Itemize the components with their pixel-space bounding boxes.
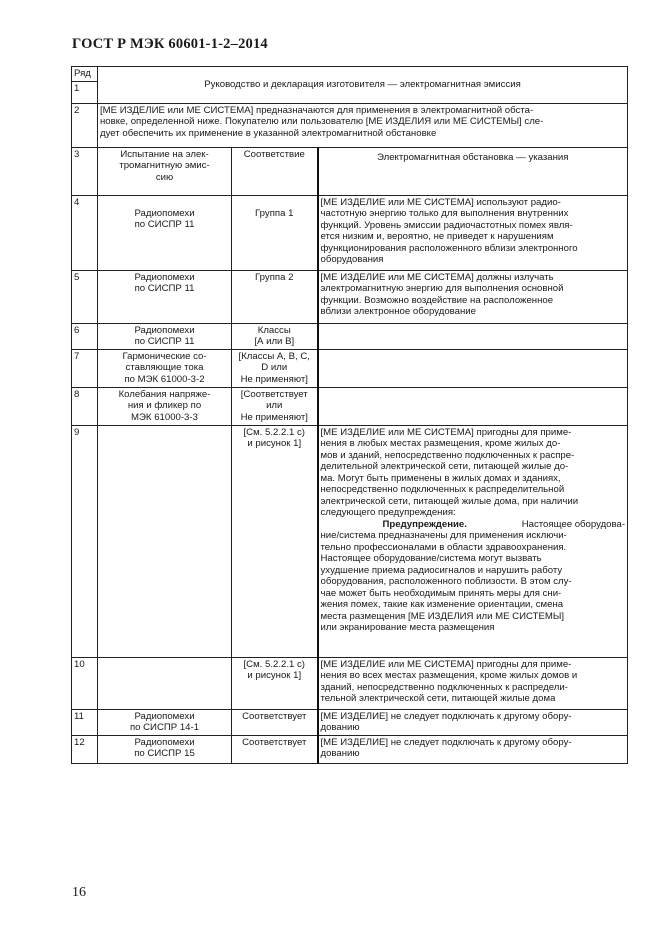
text-line: Не применяют]: [240, 373, 308, 385]
environment-cell: [318, 387, 628, 425]
text-line: функций. Уровень эмиссии радиочастотных помех явля-: [320, 219, 573, 231]
test-cell: [98, 709, 232, 735]
text-line: непосредственно подключенных к распределительной: [320, 484, 565, 495]
text-line: сию: [155, 171, 174, 183]
text-line: дует обеспечить их применение в указанной электромагнитной обстановке: [100, 127, 437, 139]
document-header: ГОСТ Р МЭК 60601-1-2–2014: [72, 36, 268, 52]
row-number: 3: [72, 147, 98, 195]
test-cell: [98, 735, 232, 763]
text-line: вблизи электронное оборудование: [320, 306, 476, 317]
text-line: и рисунок 1]: [247, 670, 302, 681]
column-header-compliance: Соответствие: [232, 147, 318, 195]
compliance-cell: Группа 2: [232, 270, 318, 323]
text-line: функции. Возможно воздействие на расположенное: [320, 294, 554, 306]
text-line: по СИСПР 11: [134, 336, 195, 347]
text-line: Классы: [257, 324, 291, 336]
text-line: тельно профессионалами в области здравоохранения.: [320, 541, 567, 553]
text-line: по МЭК 61000-3-2: [124, 373, 205, 385]
text-line: оборудования, расположенного поблизости. В этом слу-: [320, 576, 572, 587]
text-line: жения помех, такие как изменение ориентации, смена: [320, 599, 564, 610]
warning-text: Настоящее оборудова-: [521, 518, 626, 530]
text-line: Радиопомехи: [134, 736, 195, 748]
text-line: [МЕ ИЗДЕЛИЕ или МЕ СИСТЕМА] пригодны для приме-: [320, 658, 572, 670]
table-row: [72, 103, 628, 147]
text-line: ставляющие тока: [125, 362, 204, 373]
environment-cell: [318, 735, 628, 763]
table-row: [72, 387, 628, 425]
text-line: [См. 5.2.2.1 с): [243, 426, 306, 438]
text-line: мов и зданий, непосредственно подключенных к распре-: [320, 449, 575, 461]
compliance-cell: [232, 349, 318, 387]
text-line: или экранирование места размещения: [320, 622, 495, 633]
table-header-row: [72, 147, 628, 195]
environment-cell: [318, 425, 628, 657]
text-line: [Классы А, В, С,: [238, 350, 310, 362]
test-cell: [98, 657, 232, 709]
compliance-cell: Группа 1: [232, 195, 318, 270]
text-line: делительной электрической сети, питающей жилые до-: [320, 461, 569, 472]
text-line: [МЕ ИЗДЕЛИЕ или МЕ СИСТЕМА] используют радио-: [320, 196, 561, 208]
table-title: Руководство и декларация изготовителя — электромагнитная эмиссия: [98, 67, 628, 104]
text-line: ма. Могут быть применены в жилых домах и зданиях,: [320, 472, 561, 484]
text-line: нения в любых местах размещения, кроме жилых до-: [320, 438, 561, 449]
environment-cell: [318, 195, 628, 270]
text-line: Радиопомехи: [134, 271, 195, 283]
text-line: частотную энергию только для выполнения внутренних: [320, 208, 569, 219]
test-cell: [98, 425, 232, 657]
table-row: [72, 270, 628, 323]
text-line: дованию: [320, 748, 360, 759]
compliance-cell: [232, 323, 318, 349]
row-number: 4: [72, 195, 98, 270]
text-line: ние/система предназначены для применения исключи-: [320, 530, 567, 541]
row-number: 9: [72, 425, 98, 657]
row-number: 6: [72, 323, 98, 349]
table-row: [72, 195, 628, 270]
test-cell: [98, 270, 232, 323]
text-line: [МЕ ИЗДЕЛИЕ] не следует подключать к другому обору-: [320, 710, 572, 722]
text-line: ется низким и, вероятно, не приведет к нарушениям: [320, 231, 554, 242]
row-number: 2: [72, 103, 98, 147]
table-row: [72, 67, 628, 82]
text-line: нения во всех местах размещения, кроме жилых домов и: [320, 670, 578, 681]
row-number: 5: [72, 270, 98, 323]
environment-cell: [318, 657, 628, 709]
environment-cell: [318, 323, 628, 349]
test-cell: [98, 349, 232, 387]
compliance-cell: Соответствует: [232, 709, 318, 735]
test-cell: [98, 323, 232, 349]
text-line: ухудшение приема радиосигналов и нарушить работу: [320, 564, 563, 576]
text-line: дованию: [320, 722, 360, 733]
text-line: и рисунок 1]: [247, 438, 302, 449]
text-line: места размещения [МЕ ИЗДЕЛИЯ или МЕ СИСТЕМЫ]: [320, 610, 565, 622]
compliance-cell: Соответствует: [232, 735, 318, 763]
page-number: 16: [72, 885, 86, 900]
test-cell: [98, 195, 232, 270]
text-line: Радиопомехи: [134, 207, 195, 219]
warning-label: Предупреждение.: [382, 518, 467, 530]
text-line: [Соответствует: [240, 388, 308, 400]
row-number: 10: [72, 657, 98, 709]
row-number: 7: [72, 349, 98, 387]
text-line: по СИСПР 11: [134, 219, 195, 230]
text-line: [См. 5.2.2.1 с): [243, 658, 306, 670]
warning-line: [321, 519, 626, 531]
column-header-environment: Электромагнитная обстановка — указания: [318, 147, 628, 195]
text-line: [МЕ ИЗДЕЛИЕ] не следует подключать к другому обору-: [320, 736, 572, 748]
text-line: Не применяют]: [240, 411, 308, 423]
text-line: функционирования расположенного вблизи электронного: [320, 242, 578, 254]
table-row: [72, 323, 628, 349]
text-line: [МЕ ИЗДЕЛИЕ или МЕ СИСТЕМА] предназначаются для применения в электромагнитной обста-: [100, 104, 534, 116]
text-line: чае может быть необходимым принять меры для сни-: [320, 587, 562, 599]
text-line: по СИСПР 15: [134, 748, 195, 759]
test-cell: [98, 387, 232, 425]
text-line: тромагнитную эмис-: [119, 160, 210, 171]
text-line: Настоящее оборудование/система могут вызвать: [320, 553, 542, 564]
text-line: МЭК 61000-3-3: [131, 411, 198, 423]
row-label-header: Ряд: [72, 67, 98, 82]
emission-table: [71, 66, 628, 764]
compliance-cell: [232, 657, 318, 709]
text-line: ния и фликер по: [127, 400, 202, 411]
text-line: [МЕ ИЗДЕЛИЕ или МЕ СИСТЕМА] должны излучать: [320, 271, 554, 283]
table-row: [72, 657, 628, 709]
text-line: Радиопомехи: [134, 324, 195, 336]
text-line: [МЕ ИЗДЕЛИЕ или МЕ СИСТЕМА] пригодны для приме-: [320, 426, 572, 438]
table-row: [72, 349, 628, 387]
row-number: 1: [72, 81, 98, 103]
text-line: [А или В]: [254, 336, 295, 347]
row-number: 11: [72, 709, 98, 735]
table-row: [72, 425, 628, 657]
text-line: Радиопомехи: [134, 710, 195, 722]
compliance-cell: [232, 425, 318, 657]
text-line: Испытание на элек-: [120, 148, 209, 160]
text-line: по СИСПР 14-1: [129, 722, 200, 733]
text-line: электрической сети, питающей жилые дома, при наличии: [320, 495, 579, 507]
text-line: Гармонические со-: [122, 350, 207, 362]
row-number: 12: [72, 735, 98, 763]
text-line: D или: [261, 362, 288, 373]
compliance-cell: [232, 387, 318, 425]
column-header-test: [98, 147, 232, 195]
text-line: следующего предупреждения:: [320, 507, 456, 518]
environment-cell: [318, 349, 628, 387]
text-line: или: [266, 400, 283, 411]
text-line: оборудования: [320, 254, 384, 265]
environment-cell: [318, 709, 628, 735]
text-line: электромагнитную энергию для выполнения основной: [320, 283, 564, 294]
intro-text: [98, 103, 628, 147]
environment-cell: [318, 270, 628, 323]
text-line: Колебания напряже-: [118, 388, 211, 400]
table-row: [72, 735, 628, 763]
text-line: зданий, непосредственно подключенных к распредели-: [320, 681, 568, 693]
row-number: 8: [72, 387, 98, 425]
text-line: тельной электрической сети, питающей жилые дома: [320, 693, 556, 704]
text-line: по СИСПР 11: [134, 283, 195, 294]
table-row: [72, 709, 628, 735]
text-line: новке, определенной ниже. Покупателю или пользователю [МЕ ИЗДЕЛИЯ или МЕ СИСТЕМЫ] сле-: [100, 116, 544, 127]
